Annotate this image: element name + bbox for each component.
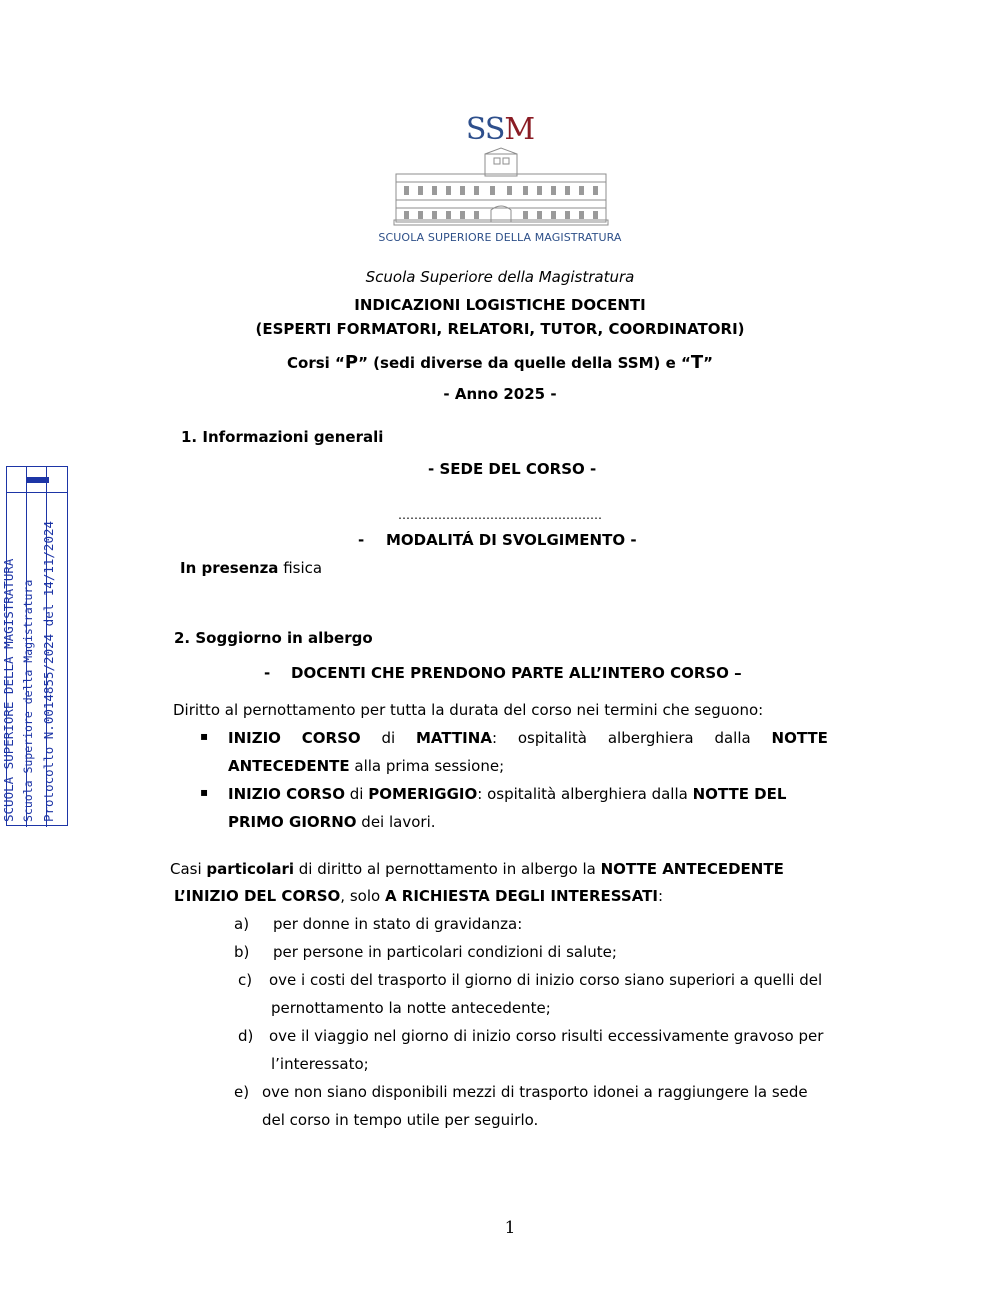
modalita-dash: - xyxy=(358,531,365,549)
bullet-marker: ▪ xyxy=(200,785,209,799)
section-1-heading: 1. Informazioni generali xyxy=(181,428,384,446)
year-line: - Anno 2025 - xyxy=(443,385,557,403)
list-item-text-cont: l’interessato; xyxy=(271,1055,369,1073)
modalita-heading: MODALITÁ DI SVOLGIMENTO - xyxy=(386,531,637,549)
list-item-text: ove non siano disponibili mezzi di trasporto idonei a raggiungere la sede xyxy=(262,1083,808,1101)
stamp-line-protocol: Protocollo N.0014855/2024 del 14/11/2024 xyxy=(41,520,56,822)
logo-building-illustration xyxy=(390,112,612,247)
docenti-heading: DOCENTI CHE PRENDONO PARTE ALL’INTERO CORSO – xyxy=(291,664,742,682)
sede-heading: - SEDE DEL CORSO - xyxy=(428,460,597,478)
list-item-label: b) xyxy=(234,943,250,961)
casi-line-1: Casi particolari di diritto al pernottamento in albergo la NOTTE ANTECEDENTE xyxy=(170,860,784,878)
list-item-label: c) xyxy=(238,971,253,989)
sede-value: …………………………………………… xyxy=(398,508,602,522)
bullet-2-line-1: INIZIO CORSO di POMERIGGIO: ospitalità alberghiera dalla NOTTE DEL xyxy=(228,785,787,803)
bullet-1-line-1: INIZIO CORSO di MATTINA: ospitalità alberghiera dalla NOTTE xyxy=(228,729,828,747)
bullet-1-line-2: ANTECEDENTE alla prima sessione; xyxy=(228,757,505,775)
logo-ssm-wordmark: SSM xyxy=(465,112,535,147)
stamp-line-institution: SCUOLA SUPERIORE DELLA MAGISTRATURA xyxy=(1,558,16,822)
stamp-col-3 xyxy=(41,467,67,827)
list-item-label: d) xyxy=(238,1027,254,1045)
section-2-heading: 2. Soggiorno in albergo xyxy=(174,629,373,647)
institution-name: Scuola Superiore della Magistratura xyxy=(365,268,635,286)
modalita-value: In presenza fisica xyxy=(180,559,323,577)
protocol-stamp xyxy=(1,466,68,826)
document-title: INDICAZIONI LOGISTICHE DOCENTI xyxy=(354,296,646,314)
list-item-label: e) xyxy=(234,1083,250,1101)
docenti-dash: - xyxy=(264,664,271,682)
list-item-text: ove il viaggio nel giorno di inizio corso risulti eccessivamente gravoso per xyxy=(269,1027,824,1045)
bullet-marker: ▪ xyxy=(200,729,209,743)
list-item-label: a) xyxy=(234,915,250,933)
page-number: 1 xyxy=(504,1218,516,1238)
casi-line-2: L’INIZIO DEL CORSO, solo A RICHIESTA DEGLI INTERESSATI: xyxy=(174,887,664,905)
list-item-text: ove i costi del trasporto il giorno di inizio corso siano superiori a quelli del xyxy=(269,971,823,989)
diritto-intro: Diritto al pernottamento per tutta la durata del corso nei termini che seguono: xyxy=(173,701,764,719)
courses-line: Corsi “P” (sedi diverse da quelle della SSM) e “T” xyxy=(287,352,713,373)
document-subtitle: (ESPERTI FORMATORI, RELATORI, TUTOR, COORDINATORI) xyxy=(255,320,745,338)
list-item-text-cont: del corso in tempo utile per seguirlo. xyxy=(262,1111,539,1129)
list-item-text: per donne in stato di gravidanza: xyxy=(273,915,523,933)
list-item-text: per persone in particolari condizioni di salute; xyxy=(273,943,617,961)
bullet-2-line-2: PRIMO GIORNO dei lavori. xyxy=(228,813,436,831)
stamp-line-name: Scuola Superiore della Magistratura xyxy=(21,579,35,822)
list-item-text-cont: pernottamento la notte antecedente; xyxy=(271,999,551,1017)
logo-subtitle: SCUOLA SUPERIORE DELLA MAGISTRATURA xyxy=(378,231,622,244)
